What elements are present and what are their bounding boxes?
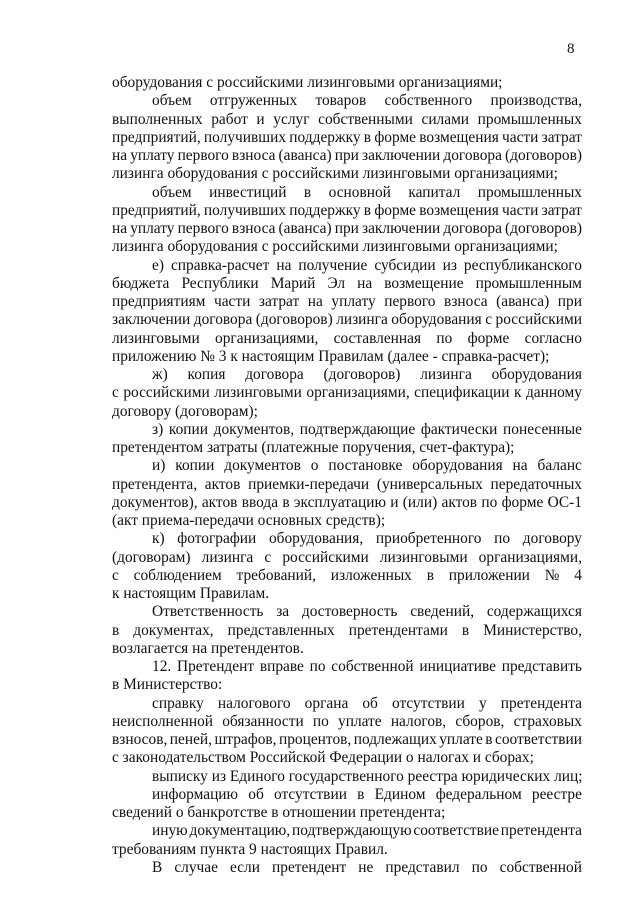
word: копия: [187, 366, 226, 383]
word: в: [282, 493, 290, 511]
text-line: [112, 366, 582, 384]
word: (договоров): [505, 147, 582, 164]
word: взноса: [231, 147, 276, 164]
word: претендентами: [348, 621, 448, 639]
word: российскими: [282, 548, 369, 566]
word: договора: [443, 220, 502, 237]
word: форме: [467, 329, 510, 347]
word: поддержку: [289, 128, 361, 146]
word: на: [357, 274, 373, 292]
word: взноса: [231, 220, 276, 237]
text-line: возлагается на претендентов.: [112, 639, 304, 657]
word: в: [363, 201, 372, 219]
word: (договоров): [505, 220, 582, 237]
word: требований,: [236, 566, 316, 584]
word: услуг: [273, 110, 310, 128]
word: Эл: [327, 274, 346, 292]
word: документов),: [112, 493, 198, 511]
text-line: [112, 311, 582, 329]
word: в: [426, 566, 434, 584]
word: приобретенного: [375, 530, 482, 548]
word: части: [502, 128, 539, 146]
word: основной: [328, 183, 391, 201]
word: лизинговыми: [379, 548, 468, 566]
word: №: [544, 566, 560, 584]
word: в: [357, 785, 365, 803]
text-line: оборудования с российскими лизинговыми организациями;: [112, 74, 503, 91]
word: претендент: [272, 858, 347, 876]
word: договора: [245, 366, 304, 383]
word: е): [152, 256, 164, 274]
word: при: [557, 293, 582, 310]
text-line: требованиям пункта 9 настоящих Правил.: [112, 840, 388, 858]
word: по: [471, 858, 488, 876]
word: затрат: [541, 201, 582, 219]
word: если: [230, 858, 260, 876]
word: ввода: [241, 493, 279, 511]
word: Претендент: [177, 658, 255, 675]
text-line: договору (договорам);: [112, 402, 258, 420]
word: поддержку: [289, 201, 361, 219]
word: с: [112, 566, 119, 584]
text-line: [112, 713, 582, 731]
word: Едином: [374, 785, 426, 803]
word: Ответственность: [152, 603, 264, 621]
word: копии: [175, 457, 215, 475]
word: предприятий,: [112, 128, 201, 146]
word: производства,: [490, 92, 582, 110]
word: заключении: [112, 311, 191, 329]
word: собственного: [384, 92, 473, 110]
text-line: [112, 476, 582, 494]
word: справка-расчет: [170, 256, 270, 274]
word: фактически: [420, 420, 498, 438]
word: отсутствии: [391, 694, 465, 712]
word: инициативе: [419, 658, 496, 675]
text-line: [112, 421, 582, 439]
word: В: [152, 858, 163, 876]
word: предприятиям: [112, 293, 206, 310]
word: спецификации: [414, 384, 510, 402]
word: содержащихся: [486, 603, 582, 621]
word: Министерство,: [483, 621, 582, 639]
word: объем: [152, 92, 192, 110]
word: справку: [152, 694, 204, 712]
text-line: [112, 129, 582, 147]
word: в: [485, 731, 493, 748]
word: собственной: [331, 658, 414, 675]
text-line: [112, 330, 582, 348]
word: у: [479, 694, 487, 712]
word: на: [276, 256, 292, 274]
word: передаточных: [490, 475, 582, 493]
word: лизинга: [336, 311, 388, 329]
word: подлежащих: [353, 731, 437, 748]
text-line: [112, 731, 582, 749]
text-line: [112, 275, 582, 293]
word: соблюдением: [133, 566, 222, 584]
word: обязанности: [222, 712, 304, 730]
word: при: [334, 147, 359, 164]
word: достоверность: [301, 603, 398, 621]
word: (договоров): [255, 311, 333, 329]
word: фотографии: [177, 530, 257, 548]
text-line: [112, 293, 582, 311]
word: документацию,: [189, 822, 291, 840]
word: уплате: [338, 712, 382, 730]
word: неисполненной: [112, 712, 214, 730]
word: оборудования,: [268, 530, 364, 548]
word: иную: [152, 822, 188, 840]
word: получивших: [203, 201, 287, 219]
word: первого: [177, 220, 229, 237]
word: в: [303, 183, 312, 201]
word: при: [334, 220, 359, 237]
word: штрафов,: [214, 731, 277, 748]
word: документах,: [133, 621, 214, 639]
word: Марий: [270, 274, 316, 292]
word: лизинга: [420, 366, 472, 383]
word: с: [485, 311, 493, 329]
word: бюджета: [112, 274, 170, 292]
text-line: [112, 549, 582, 567]
word: уплату: [130, 147, 175, 164]
word: претендента: [500, 822, 582, 840]
word: в: [461, 621, 470, 639]
word: с: [112, 384, 119, 402]
word: договору: [522, 530, 582, 548]
text-line: лизинга оборудования с российскими лизинговыми организациями;: [112, 165, 558, 183]
text-line: [112, 220, 582, 238]
word: части: [502, 201, 539, 219]
text-line: [112, 822, 582, 840]
word: (аванса): [496, 293, 550, 310]
word: силами: [421, 110, 470, 128]
word: актов: [441, 493, 478, 511]
word: (договоров): [323, 366, 401, 383]
word: лизинговыми: [214, 384, 302, 402]
word: взносов,: [112, 731, 168, 748]
word: к: [513, 384, 522, 402]
page-number: 8: [567, 41, 575, 57]
word: собственной: [499, 858, 582, 876]
word: налогов,: [390, 712, 447, 730]
text-line: [112, 494, 582, 512]
word: договора: [193, 311, 253, 329]
word: изложенных: [330, 566, 412, 584]
word: документов: [224, 457, 301, 475]
text-line: с законодательством Российской Федерации о налогах и сборах;: [112, 749, 534, 767]
word: представить: [501, 658, 582, 675]
word: понесенные: [503, 420, 582, 438]
word: на: [112, 147, 128, 164]
word: сборов,: [455, 712, 505, 730]
word: вправе: [259, 658, 304, 675]
word: эксплуатацию: [293, 493, 386, 511]
word: возмещение: [384, 274, 464, 292]
word: отгруженных: [209, 92, 298, 110]
word: претендента,: [112, 475, 198, 493]
word: процентов,: [278, 731, 352, 748]
word: (договорам): [112, 548, 191, 566]
word: и: [256, 110, 265, 128]
word: уплате: [439, 731, 483, 748]
word: субсидии: [374, 256, 436, 274]
word: согласно: [524, 329, 582, 347]
word: претендента: [500, 694, 582, 712]
word: к): [152, 530, 165, 548]
word: взноса: [444, 293, 488, 310]
text-line: [112, 859, 582, 877]
text-line: выписку из Единого государственного реестра юридических лиц;: [152, 767, 583, 785]
word: промышленным: [475, 274, 582, 292]
word: возмещения: [419, 128, 499, 146]
text-line: [112, 530, 582, 548]
word: из: [442, 256, 457, 274]
word: по: [494, 530, 511, 548]
word: уплату: [331, 293, 376, 310]
word: объем: [152, 183, 192, 201]
text-line: сведений о банкротстве в отношении претендента;: [112, 804, 446, 821]
word: республиканского: [463, 256, 582, 274]
word: и: [390, 493, 399, 511]
word: организациями,: [306, 384, 410, 402]
word: ОС-1: [547, 493, 582, 511]
word: Республики: [181, 274, 259, 292]
word: сведений,: [410, 603, 475, 621]
word: копии: [168, 420, 208, 438]
word: соответствии: [495, 731, 582, 748]
word: капитал: [408, 183, 461, 201]
text-line: приложению № 3 к настоящим Правилам (далее - справка-расчет);: [112, 347, 550, 365]
word: заключении: [362, 147, 441, 164]
word: пеней,: [169, 731, 212, 748]
word: постановке: [328, 457, 403, 475]
word: лизинга: [201, 548, 254, 566]
word: (или): [402, 493, 438, 511]
word: подтверждающие: [299, 420, 416, 438]
text-line: [112, 202, 582, 220]
word: оборудования: [491, 366, 582, 383]
word: информацию: [152, 785, 239, 803]
word: заключении: [362, 220, 441, 237]
word: приемки-передачи: [248, 475, 370, 493]
word: форме: [501, 493, 544, 511]
word: (аванса): [278, 220, 332, 237]
word: части: [213, 293, 251, 310]
word: подтверждающую: [291, 822, 412, 840]
word: за: [276, 603, 290, 621]
word: баланс: [537, 457, 582, 475]
text-line: [112, 658, 582, 676]
word: российскими: [495, 311, 582, 329]
word: товаров: [315, 92, 367, 110]
text-line: [112, 603, 582, 621]
word: выполненных: [112, 110, 203, 128]
text-line: [112, 257, 582, 275]
text-line: [112, 567, 582, 585]
word: о: [310, 457, 319, 475]
word: в: [112, 621, 120, 639]
word: на: [307, 293, 323, 310]
word: об: [362, 694, 378, 712]
text-line: (акт приема-передачи основных средств);: [112, 512, 386, 529]
word: реестре: [531, 785, 582, 803]
word: на: [512, 457, 528, 475]
text-line: к настоящим Правилам.: [112, 585, 270, 602]
word: не: [358, 858, 374, 876]
word: форме: [374, 201, 417, 219]
word: органа: [304, 694, 349, 712]
word: документов,: [213, 420, 295, 438]
word: предприятий,: [112, 201, 201, 219]
word: актов: [204, 475, 241, 493]
text-line: [112, 92, 582, 110]
word: з): [152, 420, 164, 438]
word: по: [481, 493, 498, 511]
word: лизинговыми: [112, 329, 200, 347]
word: с: [264, 548, 272, 566]
text-line: [112, 457, 582, 475]
word: (универсальных: [376, 475, 483, 493]
word: и): [152, 457, 166, 475]
word: затрат: [541, 128, 582, 146]
word: 4: [574, 566, 582, 584]
document-body: [112, 74, 582, 877]
text-line: [112, 384, 582, 402]
word: налогового: [217, 694, 291, 712]
word: отсутствии: [273, 785, 347, 803]
word: инвестиций: [209, 183, 287, 201]
word: по: [309, 658, 326, 675]
word: (аванса): [278, 147, 332, 164]
word: актов: [201, 493, 238, 511]
text-line: в Министерство:: [112, 676, 223, 694]
word: получивших: [203, 128, 287, 146]
text-line: [112, 147, 582, 165]
word: организациями,: [478, 548, 582, 566]
word: оборудования: [412, 457, 503, 475]
word: об: [248, 785, 264, 803]
text-line: [112, 111, 582, 129]
word: получение: [298, 256, 368, 274]
word: представленных: [227, 621, 335, 639]
word: на: [112, 220, 128, 237]
word: уплату: [130, 220, 175, 237]
word: собственными: [318, 110, 413, 128]
word: российскими: [123, 384, 210, 402]
text-line: претендентом затраты (платежные поручения, счет-фактура);: [112, 439, 515, 456]
word: промышленных: [477, 183, 582, 201]
word: форме: [374, 128, 417, 146]
word: по: [312, 712, 329, 730]
word: затрат: [258, 293, 300, 310]
word: по: [436, 329, 453, 347]
word: работ: [211, 110, 248, 128]
word: первого: [177, 147, 229, 164]
word: соответствие: [413, 822, 499, 840]
text-line: [112, 786, 582, 804]
text-line: [112, 184, 582, 202]
word: договора: [443, 147, 502, 164]
text-line: [112, 622, 582, 640]
word: промышленных: [477, 110, 582, 128]
word: возмещения: [419, 201, 499, 219]
word: 12.: [152, 658, 172, 675]
word: ж): [152, 366, 168, 383]
word: составленная: [333, 329, 422, 347]
word: организациями,: [215, 329, 319, 347]
word: федеральном: [435, 785, 522, 803]
word: оборудования: [391, 311, 482, 329]
word: случае: [174, 858, 218, 876]
word: первого: [384, 293, 436, 310]
text-line: лизинга оборудования с российскими лизинговыми организациями;: [112, 238, 558, 256]
word: представил: [385, 858, 460, 876]
word: данному: [525, 384, 582, 402]
word: приложении: [448, 566, 530, 584]
word: в: [363, 128, 372, 146]
word: страховых: [513, 712, 582, 730]
text-line: [112, 695, 582, 713]
